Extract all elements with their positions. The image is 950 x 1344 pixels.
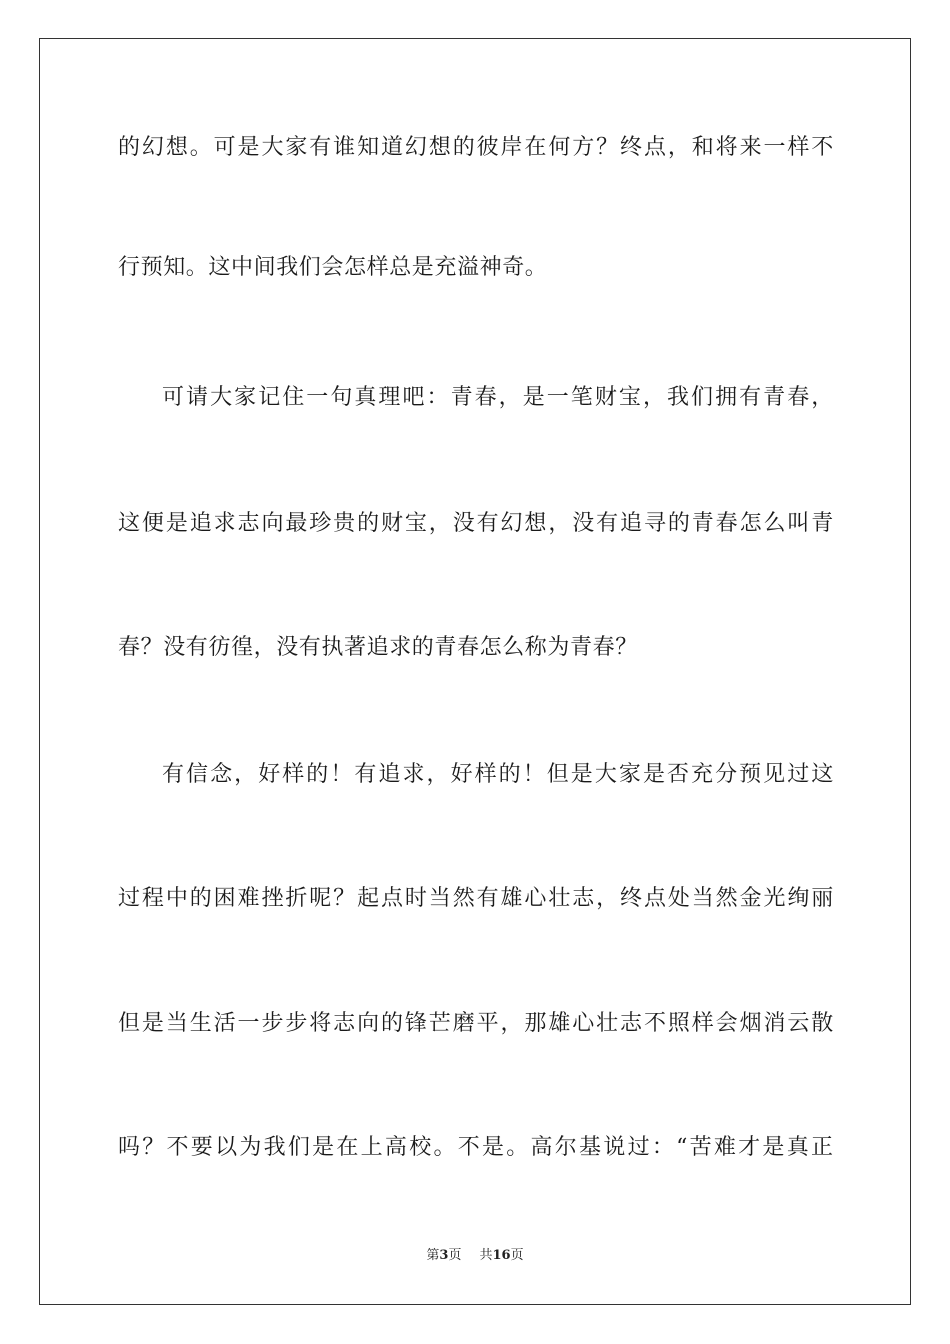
body-line-6: 有 信 念 ， 好 样 的 ！ 有 追 求 ， 好 样 的 ！ 但 是 大 家 是 否 充 分 预 见 过 这 xyxy=(162,762,834,787)
body-line-4: 这 便 是 追 求 志 向 最 珍 贵 的 财 宝 ， 没 有 幻 想 ， 没 有 追 寻 的 青 春 怎 么 叫 青 xyxy=(118,511,834,536)
page-number: 3 xyxy=(439,1248,449,1263)
total-suffix: 页 xyxy=(510,1248,524,1263)
body-line-1: 的 幻 想 。 可 是 大 家 有 谁 知 道 幻 想 的 彼 岸 在 何 方 ？ 终 点 ， 和 将 来 一 样 不 xyxy=(118,135,834,160)
total-prefix: 共 xyxy=(479,1248,493,1263)
body-line-3: 可 请 大 家 记 住 一 句 真 理 吧 ： 青 春 ， 是 一 笔 财 宝 ， 我 们 拥 有 青 春 ， xyxy=(162,385,834,410)
page-prefix: 第 xyxy=(426,1248,440,1263)
total-pages: 16 xyxy=(492,1248,511,1263)
body-line-2: 行预知。这中间我们会怎样总是充溢神奇。 xyxy=(118,255,548,280)
body-line-8: 但 是 当 生 活 一 步 步 将 志 向 的 锋 芒 磨 平 ， 那 雄 心 壮 志 不 照 样 会 烟 消 云 散 xyxy=(118,1011,834,1036)
body-line-9: 吗 ？ 不 要 以 为 我 们 是 在 上 高 校 。 不 是 。 高 尔 基 说 过 ： “ 苦 难 才 是 真 正 xyxy=(118,1135,834,1160)
page-border xyxy=(39,38,911,1305)
page-suffix: 页 xyxy=(448,1248,462,1263)
page-footer xyxy=(0,1247,950,1265)
body-line-7: 过 程 中 的 困 难 挫 折 呢 ？ 起 点 时 当 然 有 雄 心 壮 志 ， 终 点 处 当 然 金 光 绚 丽 xyxy=(118,886,834,911)
body-line-5: 春？没有彷徨，没有执著追求的青春怎么称为青春？ xyxy=(118,635,638,660)
